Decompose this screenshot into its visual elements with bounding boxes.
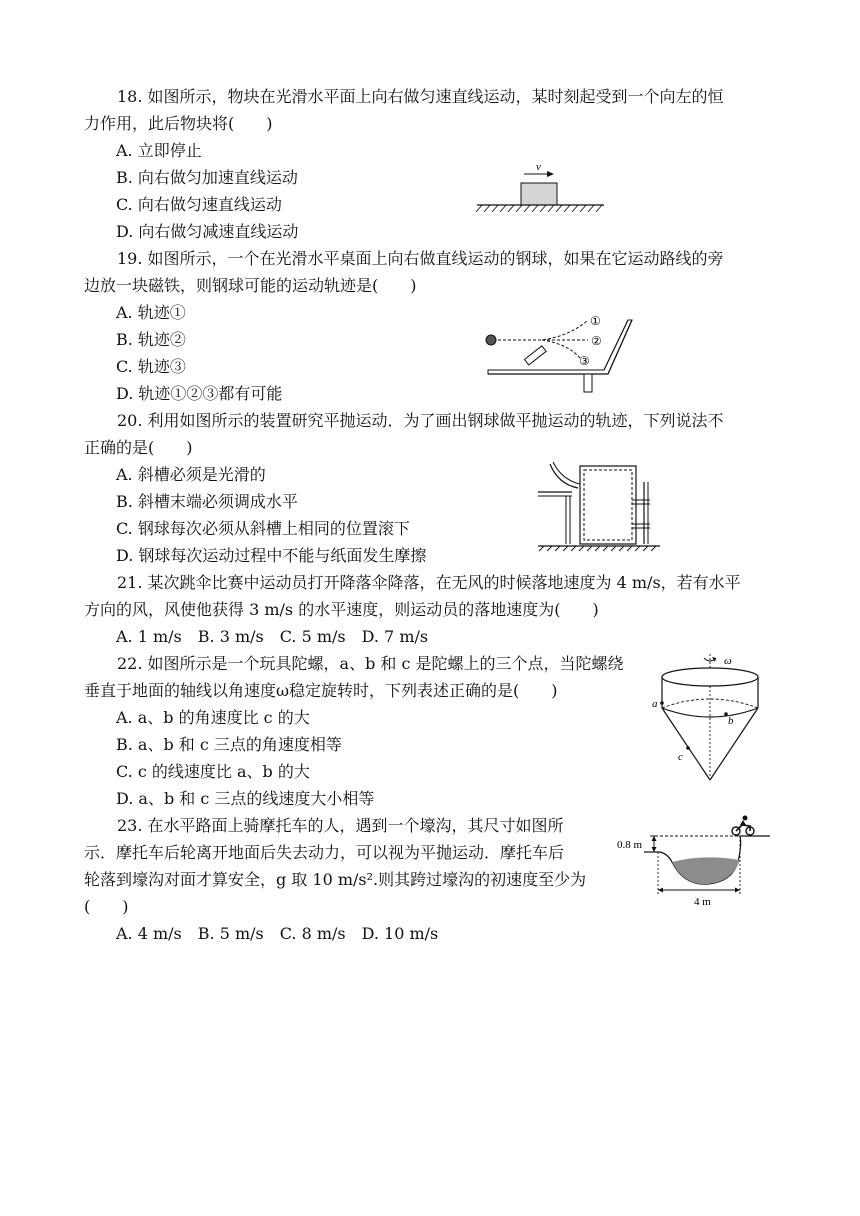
point-c <box>686 746 690 750</box>
ground-hatching <box>476 205 602 212</box>
q23-stem-line2: 示．摩托车后轮离开地面后失去动力，可以视为平抛运动．摩托车后 <box>84 843 565 862</box>
q20-option-d: D. 钢球每次运动过程中不能与纸面发生摩擦 <box>116 546 427 565</box>
q21-stem-line1: 21. 某次跳伞比赛中运动员打开降落伞降落，在无风的时候落地速度为 4 m/s，若有水平 <box>117 573 741 592</box>
trajectory-3-label: ③ <box>579 354 590 368</box>
q18-velocity-label: v <box>536 161 541 173</box>
q20-stem-line1: 20. 利用如图所示的装置研究平抛运动．为了画出钢球做平抛运动的轨迹，下列说法不 <box>117 411 724 430</box>
block <box>521 183 557 205</box>
height-label: 0.8 m <box>617 839 643 851</box>
q19-stem-line1: 19. 如图所示，一个在光滑水平桌面上向右做直线运动的钢球，如果在它运动路线的旁 <box>117 249 724 268</box>
trajectory-3 <box>542 340 580 358</box>
q19-option-c: C. 轨迹③ <box>116 357 186 376</box>
q22-stem-line2: 垂直于地面的轴线以角速度ω稳定旋转时，下列表述正确的是( ) <box>84 681 558 700</box>
trajectory-1 <box>498 320 588 340</box>
q18-block-figure <box>474 158 608 214</box>
q23-stem-line3: 轮落到壕沟对面才算安全，g 取 10 m/s².则其跨过壕沟的初速度至少为 <box>84 870 587 889</box>
point-a-label: a <box>652 698 658 710</box>
q20-apparatus-figure <box>536 460 666 552</box>
magnet <box>524 346 546 365</box>
q22-option-b: B. a、b 和 c 三点的角速度相等 <box>116 735 342 754</box>
point-c-label: c <box>678 751 683 763</box>
board <box>580 466 636 544</box>
q18-option-b: B. 向右做匀加速直线运动 <box>116 168 298 187</box>
q19-option-b: B. 轨迹② <box>116 330 186 349</box>
q22-option-d: D. a、b 和 c 三点的线速度大小相等 <box>116 789 375 808</box>
q20-option-b: B. 斜槽末端必须调成水平 <box>116 492 298 511</box>
q20-stem-line2: 正确的是( ) <box>84 438 193 457</box>
q18-stem-line1: 18. 如图所示，物块在光滑水平面上向右做匀速直线运动，某时刻起受到一个向左的恒 <box>117 87 724 106</box>
q22-option-c: C. c 的线速度比 a、b 的大 <box>116 762 310 781</box>
q23-options: A. 4 m/s B. 5 m/s C. 8 m/s D. 10 m/s <box>116 924 439 943</box>
q18-option-a: A. 立即停止 <box>116 141 202 160</box>
omega-label: ω <box>724 655 732 667</box>
q22-top-figure <box>648 648 778 784</box>
q18-stem-line2: 力作用，此后物块将( ) <box>84 114 273 133</box>
q22-option-a: A. a、b 的角速度比 c 的大 <box>116 708 310 727</box>
q19-option-a: A. 轨迹① <box>116 303 186 322</box>
steel-ball <box>486 335 496 345</box>
q18-option-c: C. 向右做匀速直线运动 <box>116 195 282 214</box>
point-a <box>660 701 664 705</box>
q19-stem-line2: 边放一块磁铁，则钢球可能的运动轨迹是( ) <box>84 276 417 295</box>
width-label: 4 m <box>694 896 711 908</box>
trajectory-1-label: ① <box>590 314 601 328</box>
q22-stem-line1: 22. 如图所示是一个玩具陀螺，a、b 和 c 是陀螺上的三个点，当陀螺绕 <box>117 654 624 673</box>
q18-option-d: D. 向右做匀减速直线运动 <box>116 222 299 241</box>
q23-ditch-figure <box>614 814 774 908</box>
q23-stem-line1: 23. 在水平路面上骑摩托车的人，遇到一个壕沟，其尺寸如图所 <box>117 816 564 835</box>
q21-stem-line2: 方向的风，风使他获得 3 m/s 的水平速度，则运动员的落地速度为( ) <box>84 600 599 619</box>
q23-stem-line4: ( ) <box>84 897 129 916</box>
q19-magnet-figure <box>480 308 636 394</box>
point-b-label: b <box>728 715 734 727</box>
motorcycle-icon <box>732 816 754 836</box>
ditch-water <box>672 857 740 884</box>
trajectory-2-label: ② <box>591 334 602 348</box>
q19-option-d: D. 轨迹①②③都有可能 <box>116 384 283 403</box>
q21-options: A. 1 m/s B. 3 m/s C. 5 m/s D. 7 m/s <box>116 627 429 646</box>
q20-option-c: C. 钢球每次必须从斜槽上相同的位置滚下 <box>116 519 410 538</box>
q20-option-a: A. 斜槽必须是光滑的 <box>116 465 266 484</box>
